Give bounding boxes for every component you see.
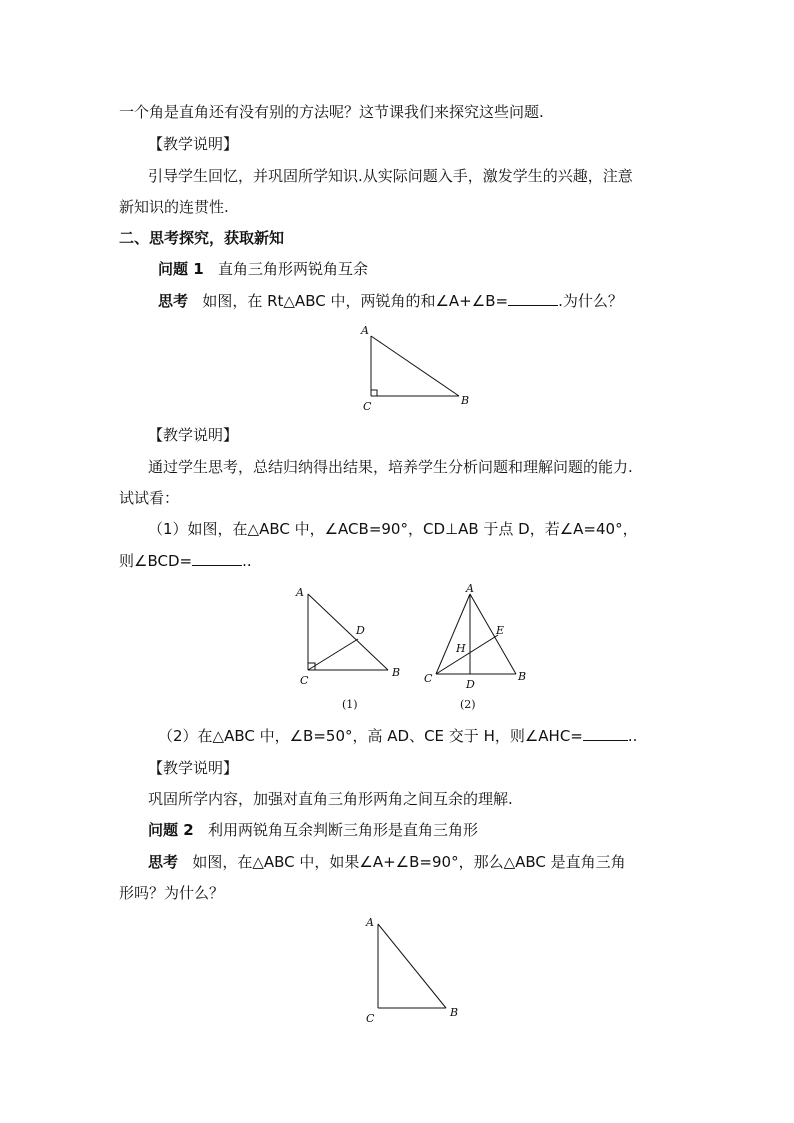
exercise-1-text: 则∠BCD= bbox=[119, 552, 193, 570]
label-c: C bbox=[300, 674, 309, 687]
paragraph-guide: 引导学生回忆，并巩固所学知识.从实际问题入手，激发学生的兴趣，注意 bbox=[148, 167, 633, 185]
figure-right-triangle-2 bbox=[360, 910, 470, 1030]
label-a: A bbox=[296, 586, 304, 599]
figure-caption: (1) bbox=[342, 698, 358, 711]
figure-altitude-triangle bbox=[290, 582, 410, 712]
label-h: H bbox=[456, 642, 466, 655]
teaching-note-heading: 【教学说明】 bbox=[148, 426, 239, 444]
paragraph-guide-cont: 新知识的连贯性. bbox=[119, 198, 229, 216]
label-d: D bbox=[356, 624, 365, 637]
label-c: C bbox=[363, 400, 372, 413]
paragraph-summary: 通过学生思考，总结归纳得出结果，培养学生分析问题和理解问题的能力. bbox=[148, 458, 633, 476]
label-c: C bbox=[366, 1012, 375, 1025]
paragraph-intro: 一个角是直角还有没有别的方法呢？这节课我们来探究这些问题. bbox=[119, 103, 544, 121]
figure-caption: (2) bbox=[460, 698, 476, 711]
exercise-2-text: （2）在△ABC 中，∠B=50°，高 AD、CE 交于 H，则∠AHC= bbox=[158, 727, 583, 745]
exercise-2 bbox=[158, 726, 718, 746]
think-1-text-end: .为什么？ bbox=[558, 292, 623, 310]
label-a: A bbox=[361, 324, 369, 337]
label-b: B bbox=[450, 1006, 459, 1019]
exercise-1: （1）如图，在△ABC 中，∠ACB=90°，CD⊥AB 于点 D，若∠A=40°， bbox=[148, 520, 638, 538]
think-2-label: 思考 bbox=[148, 853, 179, 871]
teaching-note-heading: 【教学说明】 bbox=[148, 759, 239, 777]
think-1 bbox=[158, 291, 718, 311]
label-b: B bbox=[518, 670, 527, 683]
think-2-text: 如图，在△ABC 中，如果∠A+∠B=90°，那么△ABC 是直角三角 bbox=[192, 853, 626, 871]
question-2-label: 问题 2 bbox=[148, 821, 194, 839]
label-e: E bbox=[496, 624, 505, 637]
question-1-text: 直角三角形两锐角互余 bbox=[217, 260, 368, 278]
paragraph-try: 试试看： bbox=[119, 489, 180, 507]
label-a: A bbox=[366, 916, 374, 929]
figure-altitudes-triangle bbox=[420, 582, 540, 712]
paragraph-consolidate: 巩固所学内容，加强对直角三角形两角之间互余的理解. bbox=[148, 790, 513, 808]
label-d: D bbox=[466, 678, 475, 691]
label-a: A bbox=[466, 582, 474, 595]
exercise-2-end: .. bbox=[627, 727, 638, 745]
think-1-text: 如图，在 Rt△ABC 中，两锐角的和∠A+∠B= bbox=[202, 292, 509, 310]
answer-blank bbox=[192, 551, 242, 566]
label-b: B bbox=[461, 394, 470, 407]
question-1 bbox=[158, 259, 718, 279]
think-2 bbox=[148, 852, 708, 872]
label-c: C bbox=[424, 672, 433, 685]
teaching-note-heading: 【教学说明】 bbox=[148, 135, 239, 153]
question-2-text: 利用两锐角互余判断三角形是直角三角形 bbox=[207, 821, 478, 839]
question-1-label: 问题 1 bbox=[158, 260, 204, 278]
think-2-cont: 形吗？为什么？ bbox=[119, 884, 225, 902]
answer-blank bbox=[583, 726, 628, 741]
question-2 bbox=[148, 820, 708, 840]
answer-blank bbox=[508, 291, 558, 306]
figure-right-triangle-1 bbox=[355, 318, 485, 416]
exercise-1-answer bbox=[119, 551, 679, 571]
label-b: B bbox=[392, 666, 401, 679]
exercise-1-end: .. bbox=[242, 552, 252, 570]
section-heading: 二、思考探究，获取新知 bbox=[119, 229, 285, 247]
think-1-label: 思考 bbox=[158, 292, 189, 310]
